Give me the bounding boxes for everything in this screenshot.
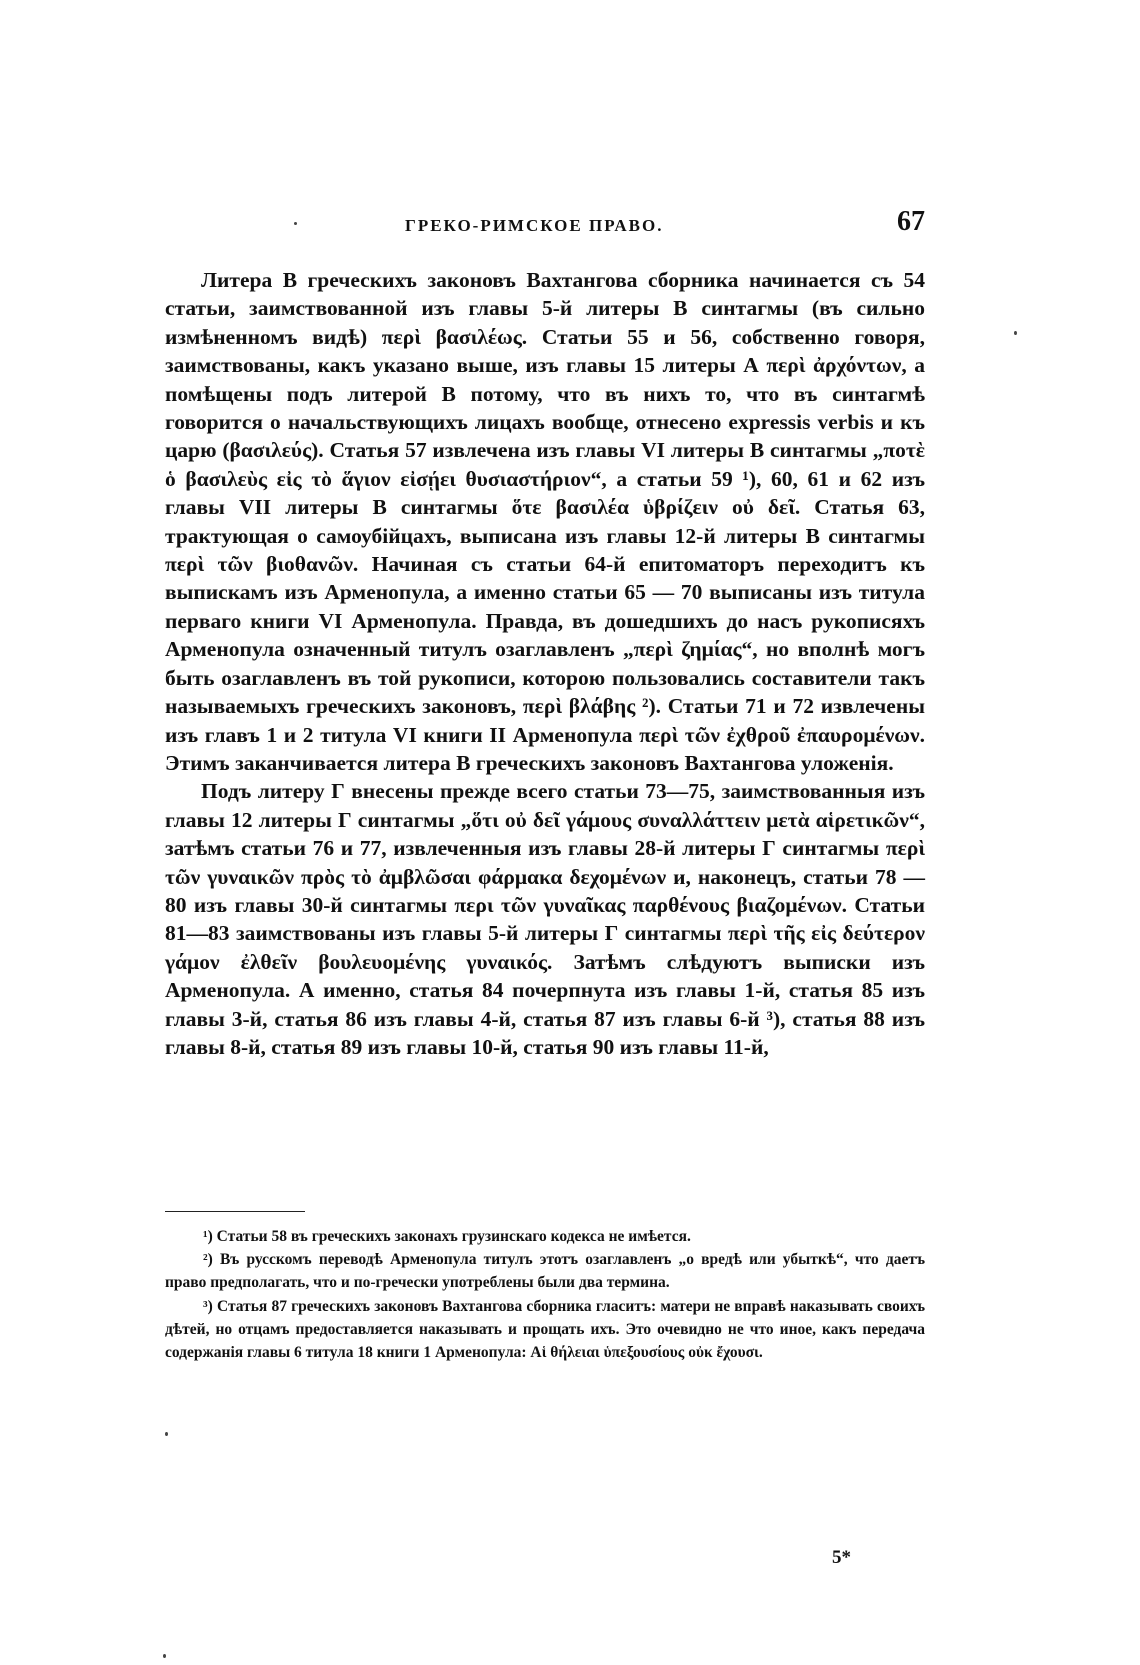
footnote: ¹) Статьи 58 въ греческихъ законахъ грузинскаго кодекса не имѣется.	[203, 1228, 691, 1245]
scan-speck	[163, 1654, 166, 1658]
scan-speck	[165, 1432, 168, 1436]
footnotes	[165, 1225, 925, 1364]
running-title: ГРЕКО-РИМСКОЕ ПРАВО.	[405, 216, 664, 235]
signature-mark: 5*	[832, 1547, 851, 1568]
footnote: ³) Статья 87 греческихъ законовъ Вахтангова сборника гласитъ: матери не вправѣ наказывать своихъ дѣтей, но отцамъ предоставляется наказывать и прощать ихъ. Это очевидно не что иное, какъ передача содержанія главы 6 титула 18 книги 1 Арменопула: Αἱ θήλειαι ὑπεξουσίους οὐκ ἔχουσι.	[165, 1297, 925, 1362]
running-header	[165, 206, 925, 246]
paragraph: Подъ литеру Г внесены прежде всего статьи 73—75, заимствованныя изъ главы 12 литеры Г синтагмы „ὅτι οὐ δεῖ γάμους συναλλάττειν μετὰ αἱρετικῶν“, затѣмъ статьи 76 и 77, извлеченныя изъ главы 28-й литеры Г синтагмы περὶ τῶν γυναικῶν πρὸς τὸ ἀμβλῶσαι φάρμακα δεχομένων и, наконецъ, статьи 78 — 80 изъ главы 30-й синтагмы περι τῶν γυναῖκας παρθένους βιαζομένων. Статьи 81—83 заимствованы изъ главы 5-й литеры Г синтагмы περὶ τῆς εἰς δεύτερον γάμον ἐλθεῖν βουλευομένης γυναικός. Затѣмъ слѣдуютъ выписки изъ Арменопула. А именно, статья 84 почерпнута изъ главы 1-й, статья 85 изъ главы 3-й, статья 86 изъ главы 4-й, статья 87 изъ главы 6-й ³), статья 88 изъ главы 8-й, статья 89 изъ главы 10-й, статья 90 изъ главы 11-й,	[165, 779, 925, 1059]
footnote: ²) Въ русскомъ переводѣ Арменопула титулъ этотъ озаглавленъ „о вредѣ или убыткѣ“, что даетъ право предполагать, что и по-гречески употреблены были два термина.	[165, 1251, 925, 1292]
footnote-separator	[165, 1211, 305, 1212]
scan-speck	[294, 222, 297, 225]
paragraph: Литера В греческихъ законовъ Вахтангова сборника начинается съ 54 статьи, заимствованной изъ главы 5-й литеры В синтагмы (въ сильно измѣненномъ видѣ) περὶ βασιλέως. Статьи 55 и 56, собственно говоря, заимствованы, какъ указано выше, изъ главы 15 литеры А περὶ ἀρχόντων, а помѣщены подъ литерой В потому, что въ нихъ то, что въ синтагмѣ говорится о начальствующихъ лицахъ вообще, отнесено expressis verbis и къ царю (βασιλεύς). Статья 57 извлечена изъ главы VI литеры В синтагмы „ποτὲ ὁ βασιλεὺς εἰς τὸ ἅγιον εἰσῄει θυσιαστήριον“, а статьи 59 ¹), 60, 61 и 62 изъ главы VII литеры В синтагмы ὅτε βασιλέα ὑβρίζειν οὐ δεῖ. Статья 63, трактующая о самоубійцахъ, выписана изъ главы 12-й литеры В синтагмы περὶ τῶν βιοθανῶν. Начиная съ статьи 64-й епитоматоръ переходитъ къ выпискамъ изъ Арменопула, а именно статьи 65 — 70 выписаны изъ титула перваго книги VI Арменопула. Правда, въ дошедшихъ до насъ рукописяхъ Арменопула означенный титулъ озаглавленъ „περὶ ζημίας“, но вполнѣ могъ быть озаглавленъ въ той рукописи, которою пользовались составители такъ называемыхъ греческихъ законовъ, περὶ βλάβης ²). Статьи 71 и 72 извлечены изъ главъ 1 и 2 титула VI книги II Арменопула περὶ τῶν ἐχθροῦ ἐπαυρομένων. Этимъ заканчивается литера В греческихъ законовъ Вахтангова уложенія.	[165, 268, 925, 775]
page-number: 67	[897, 206, 925, 237]
scan-speck	[1014, 331, 1017, 335]
main-text	[165, 266, 925, 1061]
